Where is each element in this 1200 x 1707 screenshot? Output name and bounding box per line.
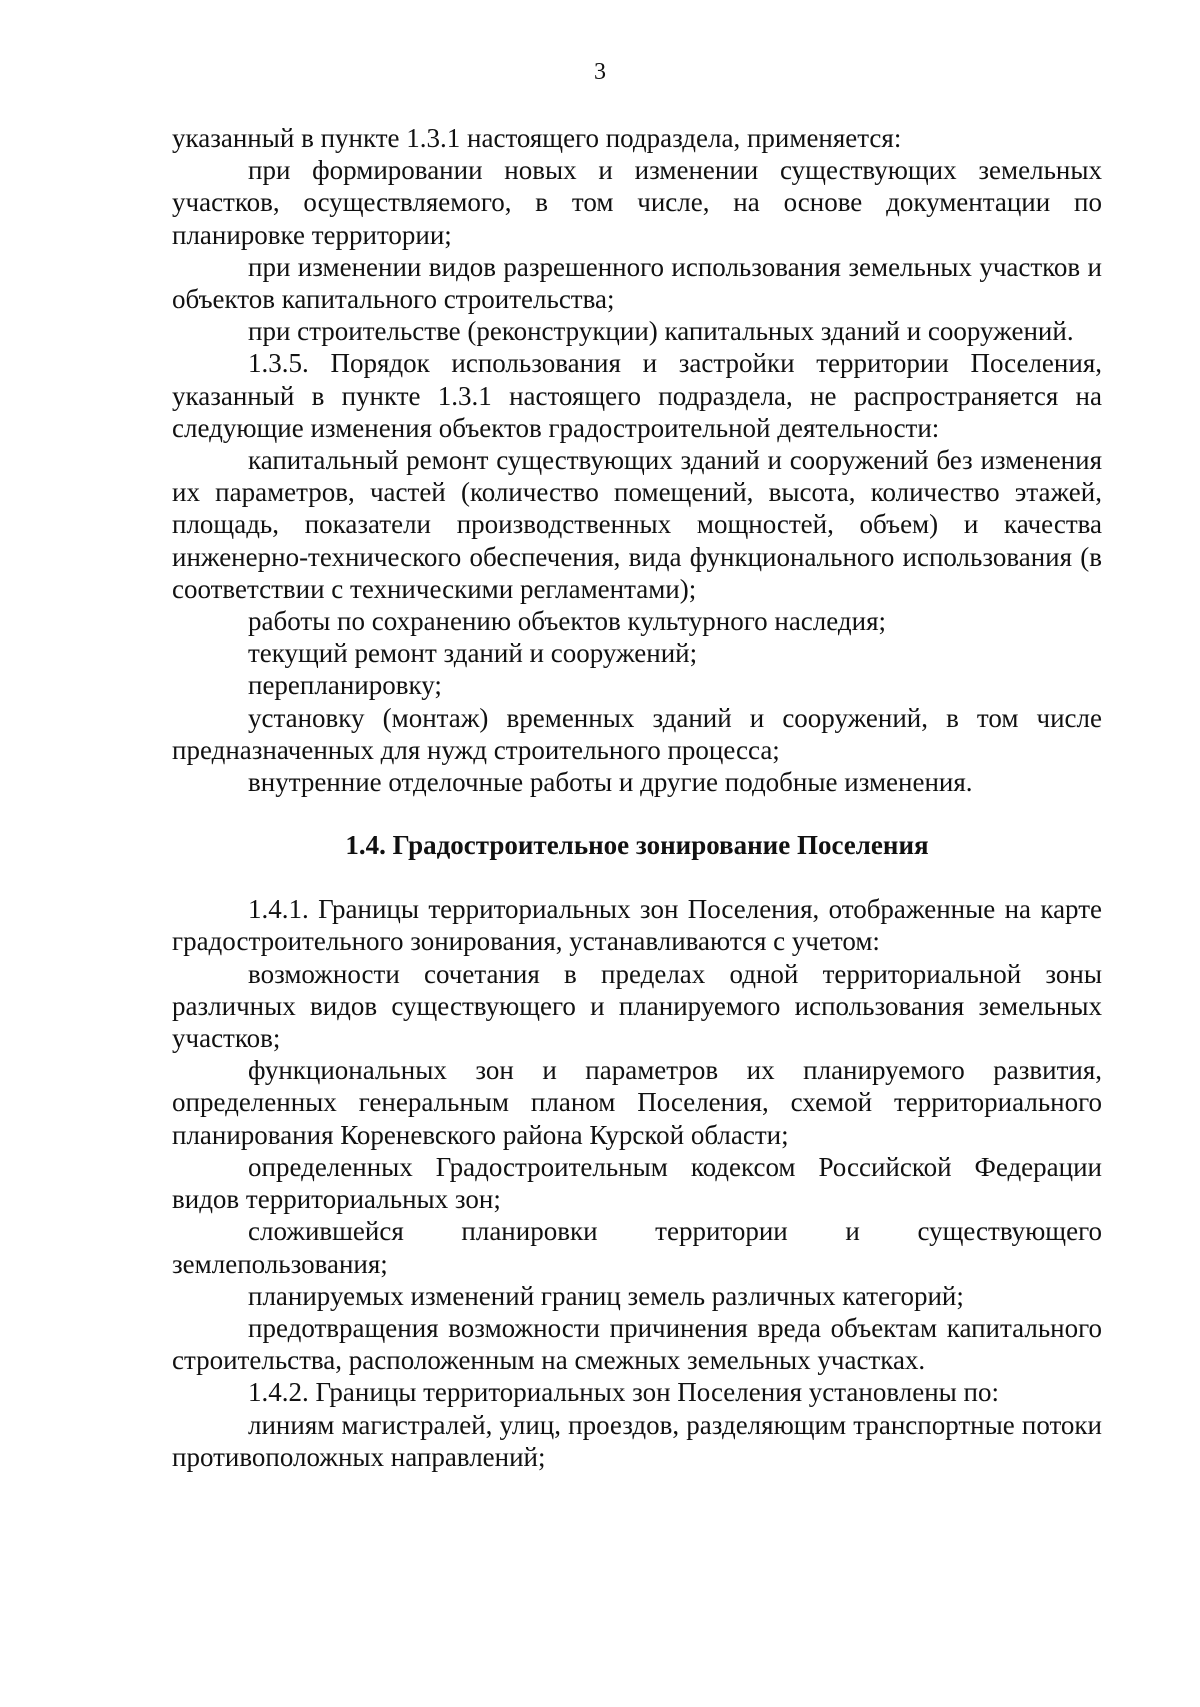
page-number: 3 [594,59,606,85]
paragraph: определенных Градостроительным кодексом Российской Федерации видов территориальных зон; [172,1151,1102,1215]
paragraph: 1.3.5. Порядок использования и застройки территории Поселения, указанный в пункте 1.3.1 настоящего подраздела, не распространяется на следующие изменения объектов градостроительной деятельности: [172,348,1102,443]
paragraph: возможности сочетания в пределах одной территориальной зоны различных видов существующего и планируемого использования земельных участков; [172,958,1102,1054]
document-body [172,122,1102,1473]
paragraph: внутренние отделочные работы и другие подобные изменения. [248,767,973,798]
paragraph: 1.4.2. Границы территориальных зон Поселения установлены по: [248,1377,999,1408]
paragraph: функциональных зон и параметров их планируемого развития, определенных генеральным планом Поселения, схемой территориального планирования Кореневского района Курской области; [172,1055,1102,1150]
paragraph: при формировании новых и изменении существующих земельных участков, осуществляемого, в том числе, на основе документации по планировке территории; [172,155,1102,250]
paragraph: сложившейся планировки территории и существующего землепользования; [172,1216,1102,1279]
paragraph: капитальный ремонт существующих зданий и сооружений без изменения их параметров, частей (количество помещений, высота, количество этажей, площадь, показатели производственных мощностей, объем) и качества инженерно-технического обеспечения, вида функционального использования (в соответствии с техническими регламентами); [172,445,1102,604]
paragraph: работы по сохранению объектов культурного наследия; [248,606,886,637]
paragraph: предотвращения возможности причинения вреда объектам капитального строительства, расположенным на смежных земельных участках. [172,1312,1102,1376]
paragraph: указанный в пункте 1.3.1 настоящего подраздела, применяется: [172,123,902,153]
paragraph: установку (монтаж) временных зданий и сооружений, в том числе предназначенных для нужд строительного процесса; [172,702,1102,765]
paragraphs-before-heading [172,122,1102,798]
paragraph: текущий ремонт зданий и сооружений; [248,638,698,669]
paragraph: перепланировку; [248,670,442,701]
paragraph: при строительстве (реконструкции) капитальных зданий и сооружений. [248,316,1074,347]
paragraph: при изменении видов разрешенного использования земельных участков и объектов капитального строительства; [172,251,1102,315]
section-heading: 1.4. Градостроительное зонирование Поселения [345,830,929,861]
paragraph: планируемых изменений границ земель различных категорий; [248,1280,964,1311]
paragraphs-after-heading [172,893,1102,1473]
paragraph: линиям магистралей, улиц, проездов, разделяющим транспортные потоки противоположных направлений; [172,1409,1102,1472]
paragraph: 1.4.1. Границы территориальных зон Поселения, отображенные на карте градостроительного зонирования, устанавливаются с учетом: [172,894,1102,957]
